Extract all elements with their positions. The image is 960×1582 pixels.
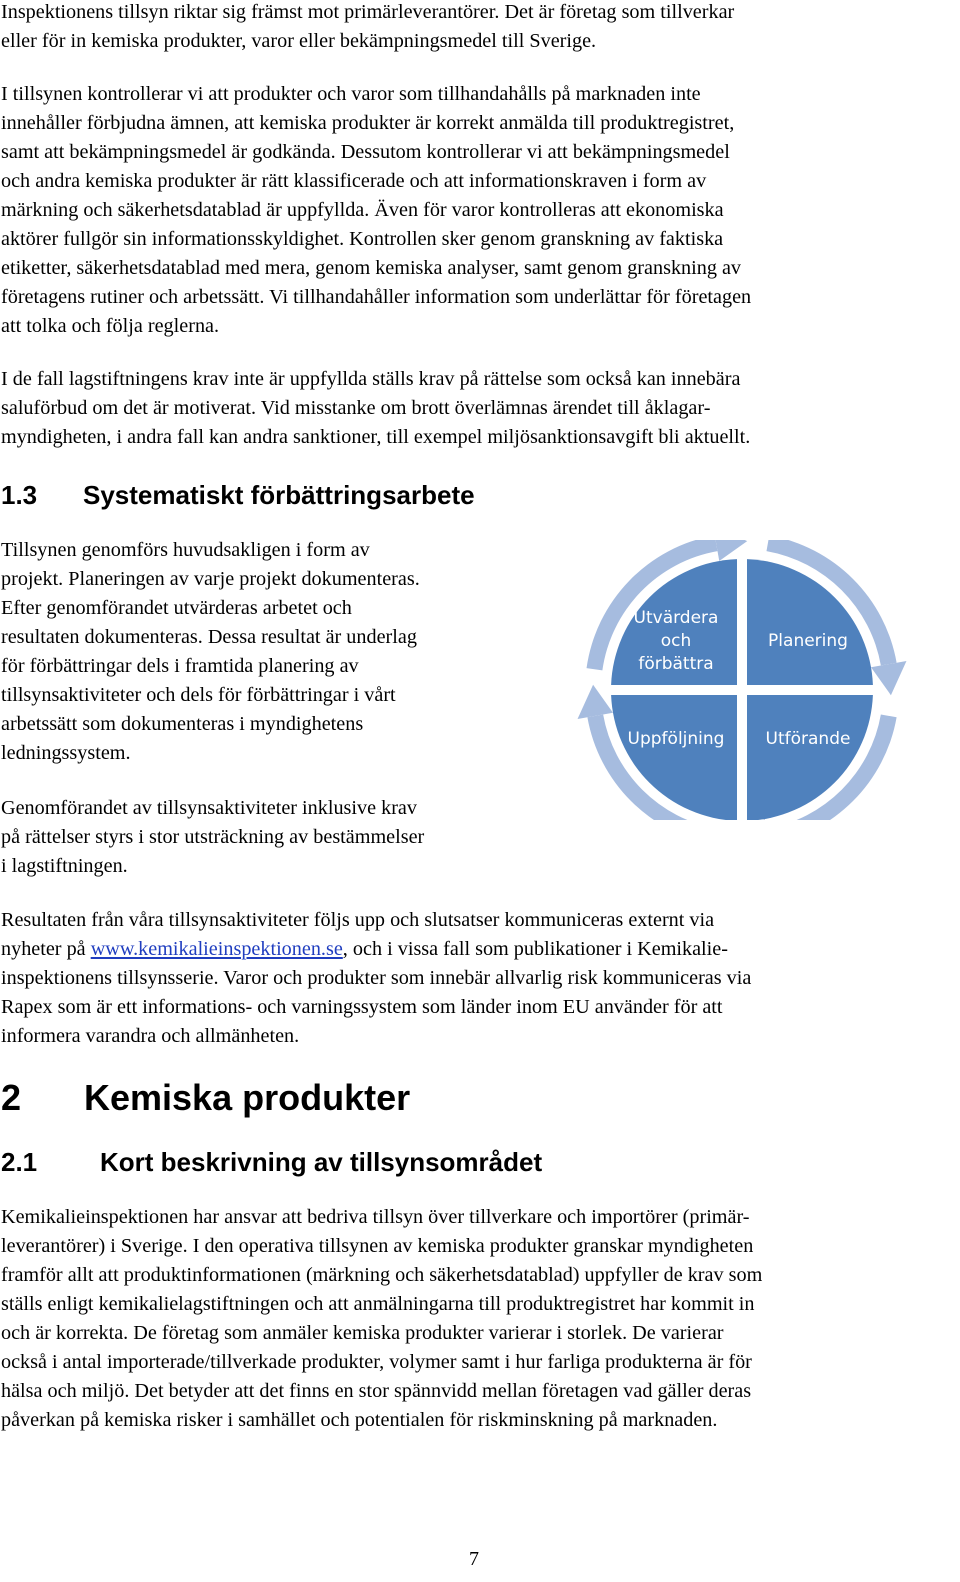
text-line: framför allt att produktinformationen (märkning och säkerhetsdatablad) uppfyller de krav som — [1, 1264, 763, 1286]
text-line: resultaten dokumenteras. Dessa resultat är underlag — [1, 626, 417, 648]
section-number: 2.1 — [1, 1147, 38, 1177]
text-line: också i antal importerade/tillverkade produkter, volymer samt i hur farliga produkterna är för — [1, 1351, 752, 1373]
quadrant-label-evaluate-3: förbättra — [638, 654, 714, 674]
text-line: informera varandra och allmänheten. — [1, 1025, 300, 1047]
text-line: arbetssätt som dokumenteras i myndighetens — [1, 713, 364, 735]
text-line: Tillsynen genomförs huvudsakligen i form av — [1, 539, 370, 561]
text-line: för förbättringar dels i framtida planering av — [1, 655, 359, 677]
text-line: inspektionens tillsynsserie. Varor och produkter som innebär allvarlig risk kommuniceras via — [1, 967, 752, 989]
arrow-up-left — [578, 685, 613, 719]
arrow-right-top — [713, 540, 747, 561]
text-line: etiketter, säkerhetsdatablad med mera, genom kemiska analyser, samt genom granskning av — [1, 257, 742, 279]
sanctions-paragraph — [1, 365, 750, 452]
text-line: saluförbud om det är motiverat. Vid misstanke om brott överlämnas ärendet till åklagar- — [1, 397, 711, 419]
text-line: påverkan på kemiska risker i samhället och potentialen för riskminskning på marknaden. — [1, 1409, 718, 1431]
section-heading-2-1 — [1, 1145, 542, 1179]
text-line: ställs enligt kemikalielagstiftningen och att anmälningarna till produktregistret har kommit in — [1, 1293, 755, 1315]
text-line: I tillsynen kontrollerar vi att produkter och varor som tillhandahålls på marknaden inte — [1, 83, 701, 105]
quadrant-label-planning: Planering — [768, 631, 848, 651]
text-line: ledningssystem. — [1, 742, 131, 764]
text-line: företagens rutiner och arbetssätt. Vi tillhandahåller information som underlättar för företagen — [1, 286, 752, 308]
section-title: Systematiskt förbättringsarbete — [83, 480, 475, 510]
text-line: tillsynsaktiviteter och dels för förbättringar i vårt — [1, 684, 396, 706]
quadrant-label-evaluate-2: och — [660, 631, 692, 651]
section-number: 1.3 — [1, 480, 38, 510]
text-fragment: nyheter på — [1, 938, 91, 960]
quadrant-label-evaluate-1: Utvärdera — [633, 608, 719, 628]
text-line: Inspektionens tillsyn riktar sig främst mot primärleverantörer. Det är företag som tillverkar — [1, 1, 735, 23]
chapter-number: 2 — [1, 1077, 22, 1118]
quadrant-planning — [747, 559, 873, 685]
intro-paragraph — [1, 0, 734, 56]
chapter-heading-2 — [1, 1076, 410, 1120]
text-line-with-link — [1, 935, 751, 964]
page-number: 7 — [469, 1548, 479, 1570]
text-line: myndigheten, i andra fall kan andra sanktioner, till exempel miljösanktionsavgift bli aktuellt. — [1, 426, 751, 448]
text-line: aktörer fullgör sin informationsskyldighet. Kontrollen sker genom granskning av faktiska — [1, 228, 724, 250]
arrow-down-right — [871, 661, 906, 695]
improvement-cycle-diagram — [576, 540, 912, 820]
text-line: Kemikalieinspektionen har ansvar att bedriva tillsyn över tillverkare och importörer (primär- — [1, 1206, 750, 1228]
quadrant-label-follow-up: Uppföljning — [627, 729, 725, 749]
text-fragment: , och i vissa fall som publikationer i Kemikalie- — [342, 938, 728, 960]
text-line: Genomförandet av tillsynsaktiviteter inklusive krav — [1, 797, 417, 819]
quadrant-execution — [747, 695, 873, 820]
section-heading-1-3 — [1, 478, 475, 512]
text-line: projekt. Planeringen av varje projekt dokumenteras. — [1, 568, 420, 590]
text-line: samt att bekämpningsmedel är godkända. Dessutom kontrollerar vi att bekämpningsmedel — [1, 141, 730, 163]
text-line: leverantörer) i Sverige. I den operativa tillsynen av kemiska produkter granskar myndigheten — [1, 1235, 754, 1257]
text-line: I de fall lagstiftningens krav inte är uppfyllda ställs krav på rättelse som också kan innebära — [1, 368, 741, 390]
text-line: och är korrekta. De företag som anmäler kemiska produkter varierar i storlek. De varierar — [1, 1322, 724, 1344]
chapter-title: Kemiska produkter — [84, 1077, 411, 1118]
text-line: i lagstiftningen. — [1, 855, 128, 877]
text-line: hälsa och miljö. Det betyder att det finns en stor spännvidd mellan företagen vad gäller deras — [1, 1380, 752, 1402]
text-line: märkning och säkerhetsdatablad är uppfyllda. Även för varor kontrolleras att ekonomiska — [1, 199, 724, 221]
text-line: innehåller förbjudna ämnen, att kemiska produkter är korrekt anmälda till produktregistret, — [1, 112, 735, 134]
quadrant-label-execution: Utförande — [765, 729, 851, 749]
text-line: på rättelser styrs i stor utsträckning av bestämmelser — [1, 826, 425, 848]
control-paragraph — [1, 80, 751, 341]
text-line: Efter genomförandet utvärderas arbetet och — [1, 597, 352, 619]
quadrant-follow-up — [611, 695, 737, 820]
text-line: eller för in kemiska produkter, varor eller bekämpningsmedel till Sverige. — [1, 30, 597, 52]
text-line: Resultaten från våra tillsynsaktiviteter följs upp och slutsatser kommuniceras externt via — [1, 909, 715, 931]
projects-paragraph — [1, 536, 420, 768]
description-paragraph — [1, 1203, 762, 1435]
text-line: Rapex som är ett informations- och varningssystem som länder inom EU använder för att — [1, 996, 723, 1018]
text-line: att tolka och följa reglerna. — [1, 315, 220, 337]
regulation-paragraph — [1, 794, 424, 881]
section-title: Kort beskrivning av tillsynsområdet — [100, 1147, 543, 1177]
website-link[interactable]: www.kemikalieinspektionen.se — [90, 938, 343, 960]
results-paragraph — [1, 906, 751, 1051]
text-line: och andra kemiska produkter är rätt klassificerade och att informationskraven i form av — [1, 170, 707, 192]
